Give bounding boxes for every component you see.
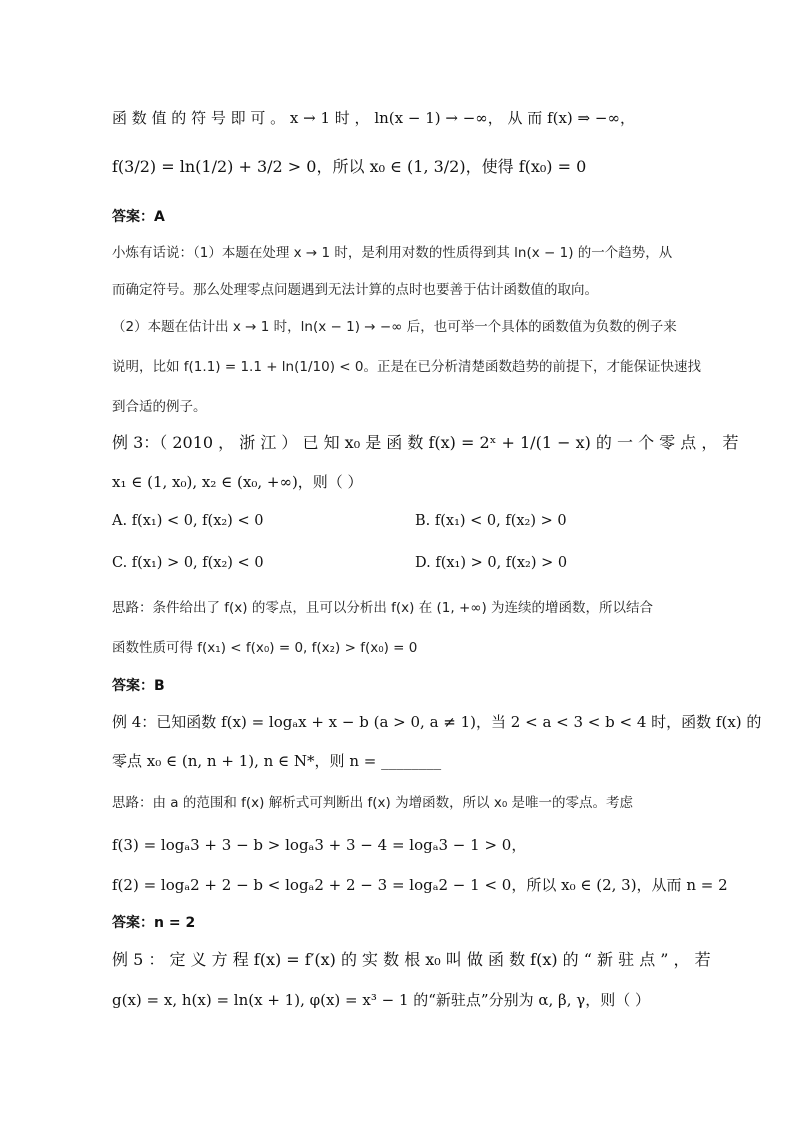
example-3-condition: x₁ ∈ (1, x₀), x₂ ∈ (x₀, +∞)，则（ ） — [112, 473, 363, 491]
note-line-4: 说明，比如 f(1.1) = 1.1 + ln(1/10) < 0。正是在已分析清楚函数趋势的前提下，才能保证快速找 — [112, 359, 701, 375]
answer-n: 答案：n = 2 — [112, 915, 196, 931]
idea4-line-3: f(2) = logₐ2 + 2 − b < logₐ2 + 2 − 3 = logₐ2 − 1 < 0，所以 x₀ ∈ (2, 3)，从而 n = 2 — [112, 876, 728, 894]
idea4-line-2: f(3) = logₐ3 + 3 − b > logₐ3 + 3 − 4 = logₐ3 − 1 > 0， — [112, 836, 527, 854]
option-a: A. f(x₁) < 0, f(x₂) < 0 — [112, 513, 264, 529]
idea4-line-1: 思路：由 a 的范围和 f(x) 解析式可判断出 f(x) 为增函数，所以 x₀ 是唯一的零点。考虑 — [112, 795, 634, 811]
note-line-5: 到合适的例子。 — [112, 399, 207, 415]
option-d: D. f(x₁) > 0, f(x₂) > 0 — [415, 555, 568, 571]
answer-a: 答案：A — [112, 209, 165, 225]
note-line-2: 而确定符号。那么处理零点问题遇到无法计算的点时也要善于估计函数值的取向。 — [112, 282, 598, 298]
text-line-2: f(3/2) = ln(1/2) + 3/2 > 0，所以 x₀ ∈ (1, 3/2)，使得 f(x₀) = 0 — [112, 157, 587, 176]
example-4-title: 例 4：已知函数 f(x) = logₐx + x − b (a > 0, a ≠ 1)，当 2 < a < 3 < b < 4 时，函数 f(x) 的 — [112, 713, 762, 731]
answer-b: 答案：B — [112, 678, 165, 694]
note-line-1: 小炼有话说：（1）本题在处理 x → 1 时，是利用对数的性质得到其 ln(x − 1) 的一个趋势，从 — [112, 245, 673, 261]
example-3-title: 例 3：（ 2010 ， 浙 江 ） 已 知 x₀ 是 函 数 f(x) = 2ˣ + 1/(1 − x) 的 一 个 零 点 ， 若 — [112, 433, 739, 452]
option-c: C. f(x₁) > 0, f(x₂) < 0 — [112, 555, 264, 571]
idea-line-2: 函数性质可得 f(x₁) < f(x₀) = 0, f(x₂) > f(x₀) = 0 — [112, 640, 418, 656]
example-5-title: 例 5 ： 定 义 方 程 f(x) = f′(x) 的 实 数 根 x₀ 叫 做 函 数 f(x) 的 “ 新 驻 点 ” ， 若 — [112, 950, 711, 969]
note-line-3: （2）本题在估计出 x → 1 时，ln(x − 1) → −∞ 后，也可举一个具体的函数值为负数的例子来 — [112, 319, 677, 335]
text-line-1: 函 数 值 的 符 号 即 可 。 x → 1 时 ， ln(x − 1) → −∞， 从 而 f(x) ⇒ −∞， — [112, 109, 635, 127]
option-b: B. f(x₁) < 0, f(x₂) > 0 — [415, 513, 567, 529]
example-4-question: 零点 x₀ ∈ (n, n + 1), n ∈ N*，则 n = ________ — [112, 752, 442, 770]
idea-line-1: 思路：条件给出了 f(x) 的零点，且可以分析出 f(x) 在 (1, +∞) 为连续的增函数，所以结合 — [112, 600, 654, 616]
example-5-condition: g(x) = x, h(x) = ln(x + 1), φ(x) = x³ − 1 的“新驻点”分别为 α, β, γ，则（ ） — [112, 991, 650, 1009]
